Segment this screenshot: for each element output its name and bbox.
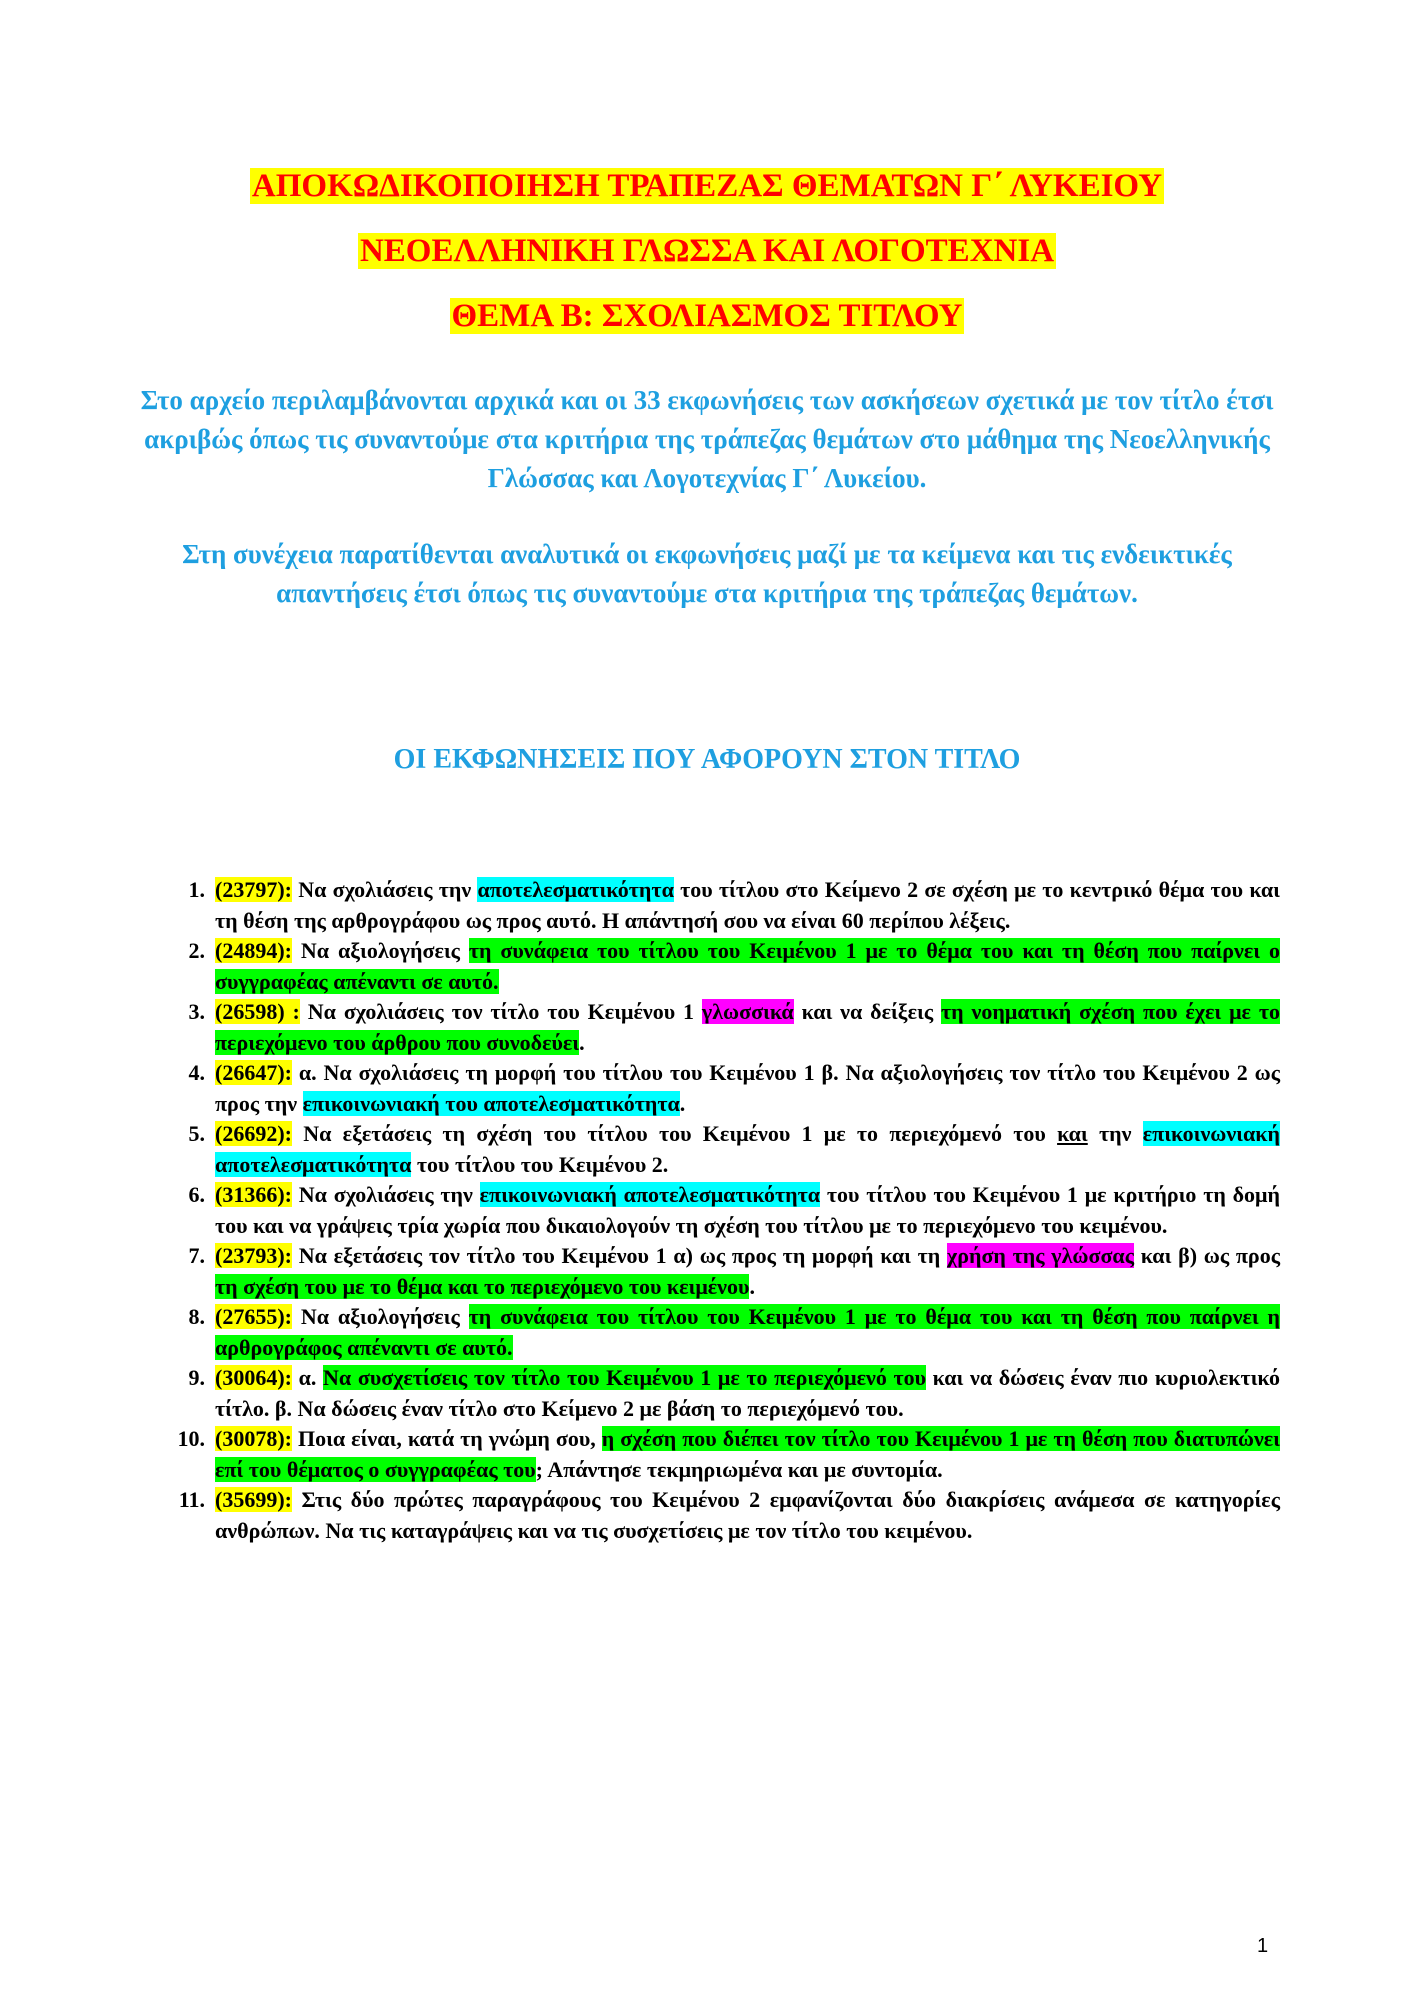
intro-paragraph-1: Στο αρχείο περιλαμβάνονται αρχικά και οι 33 εκφωνήσεις των ασκήσεων σχετικά με τον τίτλο έτσι ακριβώς όπως τις συναντούμε στα κριτήρια της τράπεζας θεμάτων στο μάθημα της Νεοελληνικής Γλώσσας και Λογοτεχνίας Γ΄ Λυκείου. [140,385,1274,493]
question-code: (30078): [215,1426,292,1451]
question-number: 3. [188,999,205,1024]
question-item [188,875,1280,936]
question-item [188,936,1280,997]
question-code: (27655): [215,1304,292,1329]
question-text: Να εξετάσεις τη σχέση του τίτλου του Κειμένου 1 με το περιεχόμενό του [291,1121,1058,1146]
question-text: . [749,1273,755,1299]
subject-title: ΝΕΟΕΛΛΗΝΙΚΗ ΓΛΩΣΣΑ ΚΑΙ ΛΟΓΟΤΕΧΝΙΑ [359,233,1055,269]
highlight-relation: τη συνάφεια του τίτλου του Κειμένου 1 με το θέμα του και τη θέση που παίρνει ο συγγραφέας απέναντι σε αυτό. [215,938,1280,994]
question-number: 8. [188,1304,205,1329]
question-item [188,1180,1281,1241]
question-text: του τίτλου στο Κείμενο 2 σε σχέση με το κεντρικό θέμα του και τη θέση της αρθρογράφου ως προς αυτό. Η απάντησή σου να είναι 60 περίπου λέξεις. [215,877,1280,933]
question-text: . [679,1090,686,1116]
question-item [188,997,1280,1058]
intro-paragraph-2: Στη συνέχεια παρατίθενται αναλυτικά οι εκφωνήσεις μαζί με τα κείμενα και τις ενδεικτικές απαντήσεις έτσι όπως τις συναντούμε στα κριτήρια της τράπεζας θεμάτων. [182,539,1232,608]
underlined-word: και [1057,1121,1088,1146]
question-code: (35699): [215,1487,292,1512]
question-number: 10. [177,1426,205,1451]
highlight-relation: η σχέση που διέπει τον τίτλο του Κειμένου 1 με τη θέση που διατυπώνει επί του θέματος ο συγγραφέας του [215,1426,1281,1482]
question-text: Να αξιολογήσεις [291,1304,469,1329]
question-code: (26598) : [215,999,300,1024]
question-number: 6. [188,1182,205,1207]
question-code: (31366): [215,1182,292,1207]
questions-list [177,875,1281,1546]
question-text: . [579,1029,585,1055]
question-text: Να σχολιάσεις την [291,1182,480,1207]
question-number: 4. [188,1060,205,1085]
highlight-communicative: επικοινωνιακή αποτελεσματικότητα [215,1121,1280,1177]
question-text: Να σχολιάσεις την [291,877,478,902]
question-code: (26692): [215,1121,292,1146]
question-number: 7. [188,1243,205,1268]
question-text: Να αξιολογήσεις [291,938,469,963]
question-number: 2. [188,938,205,963]
main-title: ΑΠΟΚΩΔΙΚΟΠΟΙΗΣΗ ΤΡΑΠΕΖΑΣ ΘΕΜΑΤΩΝ Γ΄ ΛΥΚΕΙΟΥ [251,168,1163,204]
document-titles [0,165,1414,360]
question-text: και β) ως προς [1133,1243,1280,1268]
question-text: Να εξετάσεις τον τίτλο του Κειμένου 1 α) ως προς τη μορφή και τη [291,1243,948,1268]
question-code: (26647): [215,1060,292,1085]
section-heading: ΟΙ ΕΚΦΩΝΗΣΕΙΣ ΠΟΥ ΑΦΟΡΟΥΝ ΣΤΟΝ ΤΙΤΛΟ [393,744,1021,775]
question-code: (23797): [215,877,292,902]
highlight-communicative: αποτελεσματικότητα [477,877,674,902]
highlight-communicative: επικοινωνιακή του αποτελεσματικότητα [302,1090,680,1116]
question-text: και να δώσεις έναν πιο κυριολεκτικό τίτλο. β. Να δώσεις έναν τίτλο στο Κείμενο 2 με βάση το περιεχόμενό του. [215,1365,1281,1421]
question-text: α. [291,1365,324,1390]
question-text: του τίτλου του Κειμένου 1 με κριτήριο τη δομή του και να γράψεις τρία χωρία που δικαιολογούν τη σχέση του τίτλου με το περιεχόμενο του κειμένου. [215,1182,1281,1238]
question-text: Στις δύο πρώτες παραγράφους του Κειμένου 2 εμφανίζονται δύο διακρίσεις ανάμεσα σε κατηγορίες ανθρώπων. Να τις καταγράψεις και να τις συσχετίσεις με τον τίτλο του κειμένου. [215,1487,1280,1543]
page-number: 1 [1257,1935,1269,1957]
highlight-language: γλωσσικά [701,999,794,1024]
highlight-communicative: επικοινωνιακή αποτελεσματικότητα [479,1182,821,1207]
highlight-relation: τη συνάφεια του τίτλου του Κειμένου 1 με το θέμα του και τη θέση που παίρνει η αρθρογράφος απέναντι σε αυτό. [215,1304,1280,1360]
question-code: (24894): [215,938,292,963]
question-text: Να σχολιάσεις τον τίτλο του Κειμένου 1 [299,999,702,1024]
question-text: Ποια είναι, κατά τη γνώμη σου, [291,1426,602,1451]
question-number: 1. [188,877,205,902]
question-code: (23793): [215,1243,292,1268]
question-item [188,1058,1280,1119]
question-item [188,1302,1280,1363]
question-text: του τίτλου του Κειμένου 2. [411,1151,669,1177]
topic-title: ΘΕΜΑ Β: ΣΧΟΛΙΑΣΜΟΣ ΤΙΤΛΟΥ [451,298,963,334]
question-item [178,1485,1280,1546]
highlight-relation: τη νοηματική σχέση που έχει με το περιεχόμενο του άρθρου που συνοδεύει [215,999,1280,1055]
question-item [188,1363,1281,1424]
question-text: και να δείξεις [793,999,942,1024]
question-text: την [1087,1121,1143,1146]
highlight-relation: Να συσχετίσεις τον τίτλο του Κειμένου 1 με το περιεχόμενό του [323,1365,927,1390]
question-number: 11. [178,1487,205,1512]
question-item [188,1119,1280,1180]
question-text: α. Να σχολιάσεις τη μορφή του τίτλου του Κειμένου 1 β. Να αξιολογήσεις τον τίτλο του Κειμένου 2 ως προς την [215,1060,1280,1116]
question-number: 9. [188,1365,205,1390]
question-number: 5. [188,1121,205,1146]
highlight-language: χρήση της γλώσσας [947,1243,1134,1268]
question-item [177,1424,1281,1485]
question-code: (30064): [215,1365,292,1390]
question-text: ; Απάντησε τεκμηριωμένα και με συντομία. [535,1456,943,1482]
question-item [188,1241,1280,1302]
highlight-relation: τη σχέση του με το θέμα και το περιεχόμενο του κειμένου [215,1273,750,1299]
